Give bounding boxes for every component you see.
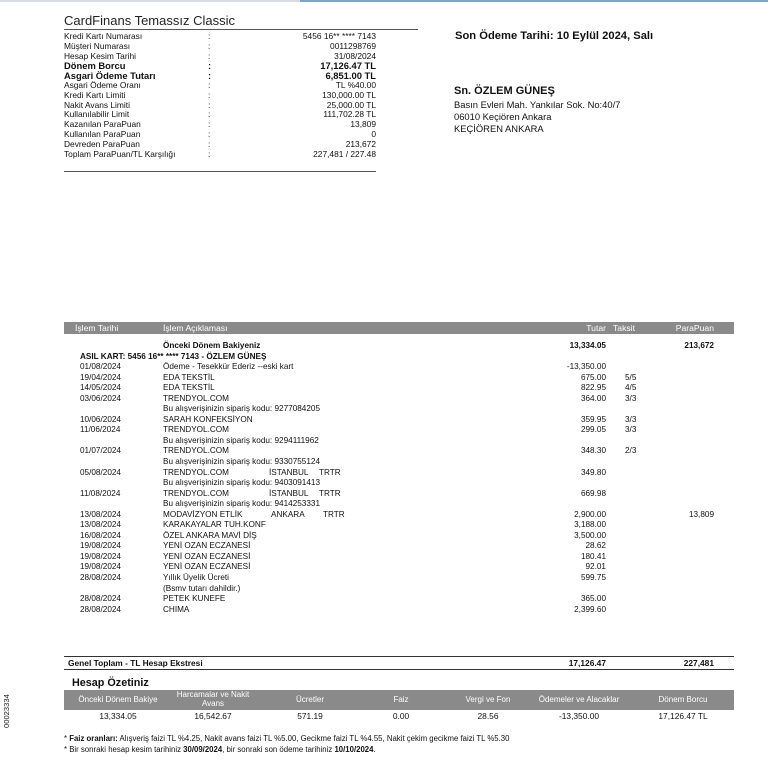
- table-row: [64, 383, 734, 394]
- transaction-date: 14/05/2024: [80, 383, 121, 393]
- transaction-date: 01/07/2024: [80, 446, 121, 456]
- divider: [64, 29, 418, 30]
- transaction-date: 03/06/2024: [80, 393, 121, 403]
- transaction-country: TRTR: [319, 467, 341, 477]
- transaction-description: KARAKAYALAR TUH.KONF: [163, 520, 266, 530]
- transaction-date: 19/04/2024: [80, 372, 121, 382]
- table-row: [64, 478, 734, 489]
- address-line: 06010 Keçiören Ankara: [454, 111, 552, 122]
- transaction-description: Ödeme - Tesekkür Ederiz --eski kart: [163, 362, 294, 372]
- colon: :: [208, 128, 211, 139]
- transaction-date: 19/08/2024: [80, 551, 121, 561]
- transaction-description: SARAH KONFEKSİYON: [163, 414, 253, 424]
- transaction-installment: 2/3: [625, 446, 637, 456]
- header-description: İşlem Açıklaması: [163, 323, 228, 333]
- summary-value-cell: 17,126.47 TL: [658, 711, 708, 721]
- info-label: Asgari Ödeme Tutarı: [64, 70, 156, 82]
- info-label: Müşteri Numarası: [64, 40, 131, 51]
- transaction-date: 01/08/2024: [80, 362, 121, 372]
- transaction-description: Bu alışverişinizin sipariş kodu: 9294111962: [163, 435, 319, 445]
- info-label: Kredi Kartı Numarası: [64, 31, 143, 41]
- account-info-table: [64, 32, 376, 159]
- transaction-date: 16/08/2024: [80, 530, 121, 540]
- transaction-amount: 2,399.60: [574, 604, 606, 614]
- header-date: İşlem Tarihi: [75, 323, 119, 333]
- customer-name: Sn. ÖZLEM GÜNEŞ: [454, 85, 555, 97]
- table-row: [64, 468, 734, 479]
- transaction-amount: 28.62: [585, 541, 606, 551]
- transaction-installment: 3/3: [625, 414, 637, 424]
- next-dates-note: * Bir sonraki hesap kesim tarihiniz 30/09/2024, bir sonraki son ödeme tarihiniz 10/10/2024.: [64, 745, 376, 754]
- primary-card-label: ASIL KART: 5456 16** **** 7143 - ÖZLEM GÜNEŞ: [80, 351, 267, 361]
- note-text: Alışveriş faizi TL %4.25, Nakit avans faizi TL %5.00, Gecikme faizi TL %4.55, Nakit çekim gecikme faizi TL %5.30: [117, 734, 510, 743]
- header-installment: Taksit: [613, 323, 635, 333]
- transaction-amount: 599.75: [580, 573, 606, 583]
- table-row: [64, 404, 734, 415]
- note-text: Bir sonraki hesap kesim tarihiniz: [69, 745, 184, 754]
- colon: :: [208, 148, 211, 159]
- transaction-description: Bu alışverişinizin sipariş kodu: 9277084205: [163, 404, 321, 414]
- info-value: 213,672: [345, 138, 376, 149]
- transaction-amount: -13,350.00: [566, 362, 606, 372]
- info-label: Devreden ParaPuan: [64, 138, 140, 149]
- grand-total-parapuan: 227,481: [683, 658, 714, 668]
- colon: :: [208, 70, 212, 82]
- info-value: 227,481 / 227.48: [313, 148, 376, 159]
- transaction-date: 28/08/2024: [80, 594, 121, 604]
- address-line: KEÇİÖREN ANKARA: [454, 123, 544, 134]
- transaction-installment: 5/5: [625, 372, 637, 382]
- transaction-description: Bu alışverişinizin sipariş kodu: 9330755124: [163, 457, 321, 467]
- table-row: [64, 425, 734, 436]
- transaction-description: Önceki Dönem Bakiyeniz: [163, 341, 261, 350]
- transaction-date: 11/06/2024: [80, 425, 121, 435]
- table-row: [64, 531, 734, 542]
- transaction-date: 10/06/2024: [80, 414, 121, 424]
- transaction-date: 11/08/2024: [80, 488, 121, 498]
- next-statement-date: 30/09/2024: [183, 745, 223, 754]
- top-border-accent: [300, 0, 768, 2]
- table-row: [64, 552, 734, 563]
- info-value: 0: [371, 128, 376, 139]
- transaction-date: 19/08/2024: [80, 562, 121, 572]
- transaction-description: TRENDYOL.COM: [163, 393, 229, 403]
- table-row: [64, 436, 734, 447]
- card-brand-title: CardFinans Temassız Classic: [64, 13, 235, 28]
- transaction-amount: 299.05: [580, 425, 606, 435]
- note-text: , bir sonraki son ödeme tarihiniz: [222, 745, 335, 754]
- transaction-amount: 365.00: [580, 594, 606, 604]
- info-label: Asgari Ödeme Oranı: [64, 79, 141, 90]
- note-text: .: [373, 745, 376, 754]
- info-value: 31/08/2024: [334, 50, 376, 61]
- info-value: TL %40.00: [335, 79, 376, 90]
- colon: :: [208, 89, 211, 100]
- summary-title: Hesap Özetiniz: [72, 677, 149, 689]
- transaction-description: MODAVİZYON ETLİK: [163, 509, 243, 519]
- grand-total-amount: 17,126.47: [568, 658, 606, 668]
- transaction-amount: 348.30: [580, 446, 606, 456]
- table-row: [64, 394, 734, 405]
- info-value: 0011298769: [330, 40, 376, 51]
- transaction-date: 13/08/2024: [80, 509, 121, 519]
- transaction-amount: 2,900.00: [574, 509, 606, 519]
- transaction-description: CHIMA: [163, 604, 190, 614]
- summary-value-cell: -13,350.00: [558, 711, 600, 721]
- transaction-description: YENİ OZAN ECZANESİ: [163, 551, 251, 561]
- summary-header: [64, 690, 734, 710]
- transaction-description: YENİ OZAN ECZANESİ: [163, 541, 251, 551]
- table-row: [64, 499, 734, 510]
- colon: :: [208, 99, 211, 110]
- side-code: 00023334: [2, 694, 11, 728]
- account-info-row: [64, 150, 376, 160]
- table-row: [64, 510, 734, 521]
- transaction-country: TRTR: [323, 509, 345, 519]
- transaction-date: 28/08/2024: [80, 604, 121, 614]
- summary-value-cell: 16,542.67: [194, 711, 232, 721]
- colon: :: [208, 119, 211, 130]
- summary-header-cell: Dönem Borcu: [658, 694, 708, 704]
- transaction-amount: 669.98: [580, 488, 606, 498]
- due-date: Son Ödeme Tarihi: 10 Eylül 2024, Salı: [455, 30, 654, 42]
- info-label: Kazanılan ParaPuan: [64, 119, 141, 130]
- colon: :: [208, 40, 211, 51]
- info-label: Dönem Borcu: [64, 60, 126, 72]
- info-label: Kullanılan ParaPuan: [64, 128, 141, 139]
- transaction-description: ÖZEL ANKARA MAVİ DİŞ: [163, 530, 257, 540]
- customer-address: [454, 84, 620, 135]
- table-row: [64, 584, 734, 595]
- info-value: 5456 16** **** 7143: [302, 31, 376, 41]
- table-row: [64, 362, 734, 373]
- colon: :: [208, 79, 211, 90]
- info-value: 13,809: [350, 119, 376, 130]
- next-due-date: 10/10/2024: [334, 745, 374, 754]
- summary-header-cell: Vergi ve Fon: [465, 694, 511, 704]
- divider: [64, 171, 376, 172]
- summary-values: [64, 711, 734, 723]
- colon: :: [208, 109, 211, 120]
- table-row: [64, 489, 734, 500]
- info-label: Toplam ParaPuan/TL Karşılığı: [64, 148, 176, 159]
- grand-total-row: [64, 656, 734, 670]
- info-label: Hesap Kesim Tarihi: [64, 50, 136, 61]
- transaction-description: PETEK KUNEFE: [163, 594, 226, 604]
- info-label: Kredi Kartı Limiti: [64, 89, 126, 100]
- transaction-amount: 3,188.00: [574, 520, 606, 530]
- info-value: 111,702.28 TL: [323, 109, 376, 120]
- summary-value-cell: 13,334.05: [99, 711, 137, 721]
- colon: :: [208, 138, 211, 149]
- table-row: [64, 341, 734, 352]
- summary-value-cell: 0.00: [392, 711, 410, 721]
- transactions-header: [64, 322, 734, 334]
- grand-total-label: Genel Toplam - TL Hesap Ekstresi: [68, 658, 203, 668]
- transaction-description: TRENDYOL.COM: [163, 425, 229, 435]
- transaction-description: EDA TEKSTİL: [163, 372, 215, 382]
- summary-header-cell: Önceki Dönem Bakiye: [78, 694, 158, 704]
- info-value: 6,851.00 TL: [325, 70, 376, 82]
- table-row: [64, 541, 734, 552]
- colon: :: [208, 60, 212, 72]
- table-row: [64, 352, 734, 363]
- table-row: [64, 594, 734, 605]
- transaction-description: TRENDYOL.COM: [163, 488, 229, 498]
- table-row: [64, 562, 734, 573]
- table-row: [64, 415, 734, 426]
- table-row: [64, 573, 734, 584]
- transaction-description: Yıllık Üyelik Ücreti: [163, 573, 229, 583]
- transaction-amount: 180.41: [580, 551, 606, 561]
- transaction-description: EDA TEKSTİL: [163, 383, 215, 393]
- summary-header-cell: Ücretler: [295, 694, 324, 704]
- note-label: Faiz oranları:: [69, 734, 118, 743]
- transaction-amount: 92.01: [585, 562, 606, 572]
- transaction-amount: 13,334.05: [569, 341, 606, 350]
- transaction-description: Bu alışverişinizin sipariş kodu: 9403091413: [163, 478, 321, 488]
- transaction-amount: 349.80: [580, 467, 606, 477]
- transaction-installment: 3/3: [625, 393, 637, 403]
- transaction-date: 13/08/2024: [80, 520, 121, 530]
- transaction-city: ANKARA: [271, 509, 305, 519]
- info-label: Nakit Avans Limiti: [64, 99, 130, 110]
- header-amount: Tutar: [586, 323, 606, 333]
- transaction-description: TRENDYOL.COM: [163, 446, 229, 456]
- interest-rates-note: * Faiz oranları: Alışveriş faizi TL %4.25, Nakit avans faizi TL %5.00, Gecikme faizi TL %4.55, Nakit çekim gecikme faizi TL %5.30: [64, 734, 510, 743]
- info-label: Kullanılabilir Limit: [64, 109, 130, 120]
- info-value: 17,126.47 TL: [320, 60, 376, 72]
- table-row: [64, 605, 734, 616]
- summary-header-cell: Faiz: [393, 694, 409, 704]
- transaction-parapuan: 13,809: [688, 509, 714, 519]
- transaction-amount: 3,500.00: [574, 530, 606, 540]
- transaction-date: 28/08/2024: [80, 573, 121, 583]
- table-row: [64, 446, 734, 457]
- transactions-table: [64, 341, 734, 615]
- summary-header-cell: Ödemeler ve Alacaklar: [538, 694, 620, 704]
- transaction-amount: 822.95: [580, 383, 606, 393]
- transaction-amount: 675.00: [580, 372, 606, 382]
- transaction-description: Bu alışverişinizin sipariş kodu: 9414253331: [163, 499, 321, 509]
- transaction-city: İSTANBUL: [269, 488, 309, 498]
- transaction-description: TRENDYOL.COM: [163, 467, 229, 477]
- transaction-parapuan: 213,672: [684, 341, 714, 350]
- header-parapuan: ParaPuan: [675, 323, 714, 333]
- colon: :: [208, 31, 211, 41]
- summary-value-cell: 28.56: [477, 711, 499, 721]
- transaction-installment: 4/5: [625, 383, 637, 393]
- info-value: 130,000.00 TL: [322, 89, 376, 100]
- transaction-amount: 359.95: [580, 414, 606, 424]
- transaction-description: YENİ OZAN ECZANESİ: [163, 562, 251, 572]
- summary-value-cell: 571.19: [297, 711, 323, 721]
- transaction-date: 05/08/2024: [80, 467, 121, 477]
- transaction-city: İSTANBUL: [269, 467, 309, 477]
- transaction-country: TRTR: [319, 488, 341, 498]
- transaction-installment: 3/3: [625, 425, 637, 435]
- transaction-date: 19/08/2024: [80, 541, 121, 551]
- transaction-description: (Bsmv tutarı dahildir.): [163, 583, 241, 593]
- table-row: [64, 520, 734, 531]
- footnotes: [64, 733, 509, 755]
- table-row: [64, 373, 734, 384]
- table-row: [64, 457, 734, 468]
- info-value: 25,000.00 TL: [326, 99, 376, 110]
- transaction-amount: 364.00: [580, 393, 606, 403]
- summary-header-cell: Harcamalar ve Nakit Avans: [176, 690, 250, 708]
- colon: :: [208, 50, 211, 61]
- address-line: Basın Evleri Mah. Yankılar Sok. No:40/7: [454, 99, 621, 110]
